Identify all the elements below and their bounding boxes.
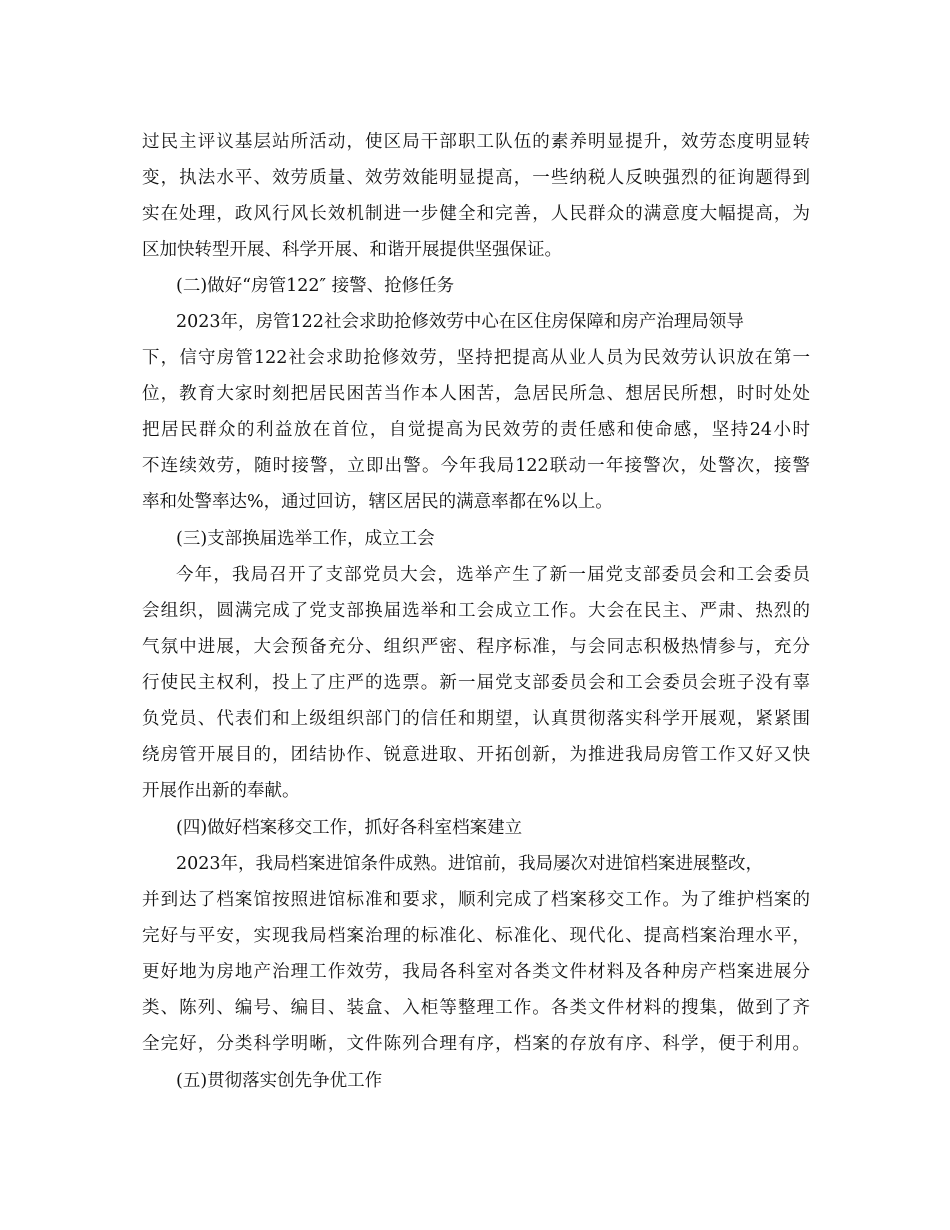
paragraph-line: 绕房管开展目的，团结协作、锐意进取、开拓创新，为推进我局房管工作又好又快 [142,745,810,765]
paragraph-line: 完好与平安，实现我局档案治理的标准化、标准化、现代化、提高档案治理水平， [142,926,810,946]
paragraph-line: 不连续效劳，随时接警，立即出警。今年我局122联动一年接警次，处警次，接警 [142,456,810,476]
paragraph-line: 气氛中进展，大会预备充分、组织严密、程序标准，与会同志积极热情参与，充分 [142,637,810,657]
paragraph-line: 率和处警率达%，通过回访，辖区居民的满意率都在%以上。 [142,492,613,512]
paragraph-line: 开展作出新的奉献。 [142,781,300,801]
section-heading: (五)贯彻落实创先争优工作 [176,1071,383,1091]
paragraph-line: 2023年，我局档案进馆条件成熟。进馆前，我局屡次对进馆档案进展整改， [176,854,764,874]
paragraph-line: 位，教育大家时刻把居民困苦当作本人困苦，急居民所急、想居民所想，时时处处 [142,384,810,404]
paragraph-line: 会组织，圆满完成了党支部换届选举和工会成立工作。大会在民主、严肃、热烈的 [142,601,810,621]
paragraph-line: 下，信守房管122社会求助抢修效劳，坚持把提高从业人员为民效劳认识放在第一 [142,348,810,368]
section-heading: (四)做好档案移交工作，抓好各科室档案建立 [176,818,523,838]
paragraph-line: 并到达了档案馆按照进馆标准和要求，顺利完成了档案移交工作。为了维护档案的 [142,890,810,910]
section-heading: (二)做好“房管122″ 接警、抢修任务 [176,276,455,296]
paragraph-line: 行使民主权利，投上了庄严的选票。新一届党支部委员会和工会委员会班子没有辜 [142,673,810,693]
paragraph-line: 全完好，分类科学明晰，文件陈列合理有序，档案的存放有序、科学，便于利用。 [142,1034,810,1054]
paragraph-line: 变，执法水平、效劳质量、效劳效能明显提高，一些纳税人反映强烈的征询题得到 [142,168,810,188]
paragraph-line: 2023年，房管122社会求助抢修效劳中心在区住房保障和房产治理局领导 [176,312,744,332]
paragraph-line: 类、陈列、编号、编目、装盒、入柜等整理工作。各类文件材料的搜集，做到了齐 [142,998,810,1018]
paragraph-line: 更好地为房地产治理工作效劳，我局各科室对各类文件材料及各种房产档案进展分 [142,962,810,982]
paragraph-line: 今年，我局召开了支部党员大会，选举产生了新一届党支部委员会和工会委员 [176,565,810,585]
paragraph-line: 区加快转型开展、科学开展、和谐开展提供坚强保证。 [142,240,562,260]
section-heading: (三)支部换届选举工作，成立工会 [176,529,435,549]
paragraph-line: 负党员、代表们和上级组织部门的信任和期望，认真贯彻落实科学开展观，紧紧围 [142,709,810,729]
paragraph-line: 把居民群众的利益放在首位，自觉提高为民效劳的责任感和使命感，坚持24小时 [142,420,810,440]
paragraph-line: 过民主评议基层站所活动，使区局干部职工队伍的素养明显提升，效劳态度明显转 [142,132,810,152]
paragraph-line: 实在处理，政风行风长效机制进一步健全和完善，人民群众的满意度大幅提高，为 [142,204,810,224]
